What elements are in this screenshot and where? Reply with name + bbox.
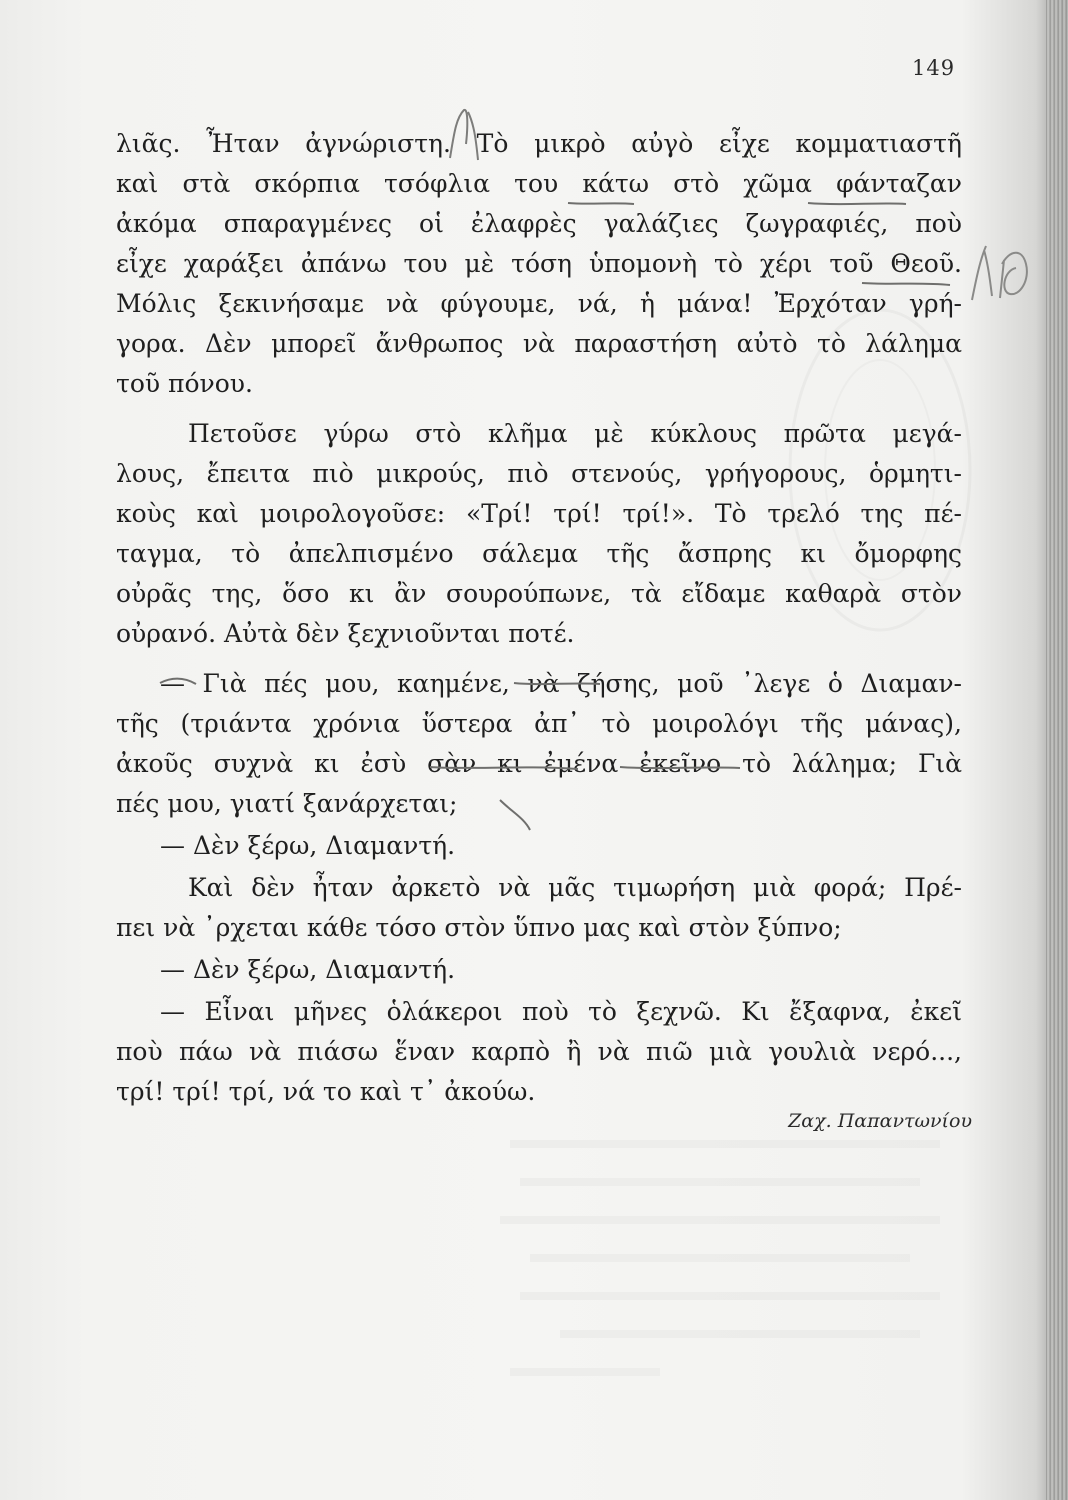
text-line: εἶχε χαράξει ἀπάνω του μὲ τόση ὑπομονὴ τὸ χέρι τοῦ Θεοῦ. [116, 249, 962, 278]
text-line: — Εἶναι μῆνες ὁλάκεροι ποὺ τὸ ξεχνῶ. Κι ἔξαφνα, ἐκεῖ [160, 997, 962, 1026]
text-line: Καὶ δὲν ἦταν ἀρκετὸ νὰ μᾶς τιμωρήση μιὰ φορά; Πρέ- [188, 873, 962, 902]
text-line: πει νὰ ᾽ρχεται κάθε τόσο στὸν ὕπνο μας καὶ στὸν ξύπνο; [116, 913, 842, 942]
pencil-margin-mark [966, 240, 1050, 304]
text-line: τρί! τρί! τρί, νά το καὶ τ᾽ ἀκούω. [116, 1077, 536, 1106]
text-line: — Δὲν ξέρω, Διαμαντή. [160, 955, 456, 984]
text-line: τῆς (τριάντα χρόνια ὕστερα ἀπ᾽ τὸ μοιρολόγι τῆς μάνας), [116, 709, 962, 738]
text-line: ποὺ πάω νὰ πιάσω ἕναν καρπὸ ἢ νὰ πιῶ μιὰ γουλιὰ νερό..., [116, 1037, 962, 1066]
text-line: ἀκοῦς συχνὰ κι ἐσὺ σὰν κι ἐμένα ἐκεῖνο τὸ λάλημα; Γιὰ [116, 749, 962, 778]
text-line: οὐρᾶς της, ὅσο κι ἂν σουρούπωνε, τὰ εἴδαμε καθαρὰ στὸν [116, 579, 962, 608]
bleed-through-block [480, 1130, 940, 1396]
text-line: ἀκόμα σπαραγμένες οἱ ἐλαφρὲς γαλάζιες ζωγραφιές, ποὺ [116, 209, 962, 238]
text-line: — Δὲν ξέρω, Διαμαντή. [160, 831, 456, 860]
author-signature: Ζαχ. Παπαντωνίου [788, 1110, 972, 1132]
text-line: καὶ στὰ σκόρπια τσόφλια του κάτω στὸ χῶμα φάνταζαν [116, 169, 962, 198]
text-line: ταγμα, τὸ ἀπελπισμένο σάλεμα τῆς ἄσπρης κι ὄμορφης [116, 539, 962, 568]
text-line: Πετοῦσε γύρω στὸ κλῆμα μὲ κύκλους πρῶτα μεγά- [188, 419, 962, 448]
page-number: 149 [912, 56, 956, 80]
text-line: γορα. Δὲν μπορεῖ ἄνθρωπος νὰ παραστήση αὐτὸ τὸ λάλημα [116, 329, 962, 358]
text-line: οὐρανό. Αὐτὰ δὲν ξεχνιοῦνται ποτέ. [116, 619, 575, 648]
text-line: Μόλις ξεκινήσαμε νὰ φύγουμε, νά, ἡ μάνα! Ἐρχόταν γρή- [116, 289, 962, 318]
page-edge [1046, 0, 1068, 1500]
text-line: κοὺς καὶ μοιρολογοῦσε: «Τρί! τρί! τρί!». Τὸ τρελό της πέ- [116, 499, 962, 528]
text-line: πές μου, γιατί ξανάρχεται; [116, 789, 458, 818]
text-line: τοῦ πόνου. [116, 369, 253, 398]
text-line: λιᾶς. Ἦταν ἀγνώριστη. Τὸ μικρὸ αὐγὸ εἶχε κομματιαστῆ [116, 129, 962, 158]
text-line: — Γιὰ πές μου, καημένε, νὰ ζήσης, μοῦ ᾽λεγε ὁ Διαμαν- [160, 669, 962, 698]
text-line: λους, ἔπειτα πιὸ μικρούς, πιὸ στενούς, γρήγορους, ὁρμητι- [116, 459, 962, 488]
